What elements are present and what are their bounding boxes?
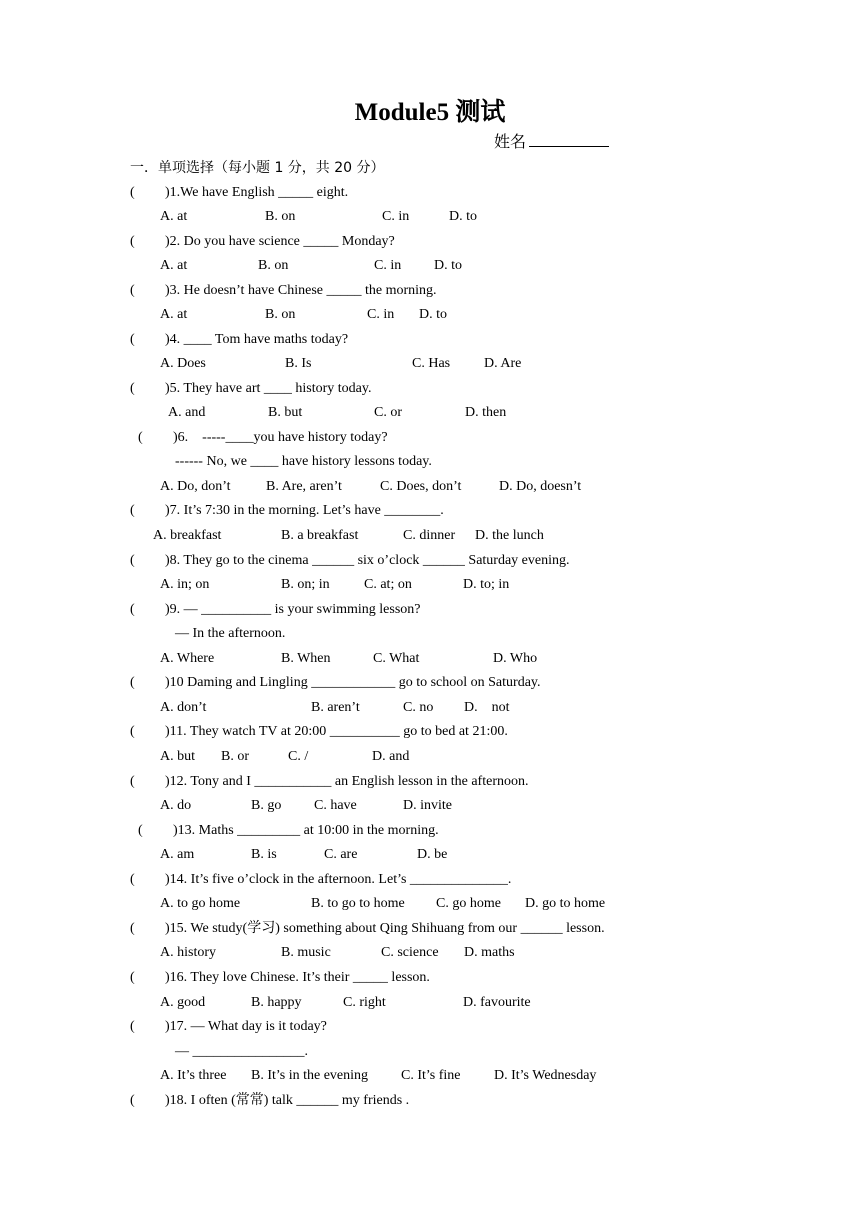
option-b[interactable]: B. a breakfast [281, 528, 359, 543]
option-b[interactable]: B. Are, aren’t [266, 479, 342, 494]
option-a[interactable]: A. Do, don’t [160, 479, 231, 494]
option-d[interactable]: D. the lunch [475, 528, 544, 543]
question-text: )11. They watch TV at 20:00 __________ go to bed at 21:00. [165, 724, 508, 739]
option-c[interactable]: C. What [373, 651, 420, 666]
option-a[interactable]: A. breakfast [153, 528, 222, 543]
option-d[interactable]: D. Do, doesn’t [499, 479, 582, 494]
option-b[interactable]: B. go [251, 798, 282, 813]
option-d[interactable]: D. then [465, 405, 507, 420]
name-label: 姓名 [494, 132, 527, 151]
name-field [494, 131, 609, 153]
option-d[interactable]: D. not [464, 700, 510, 715]
answer-paren[interactable]: ( [138, 823, 143, 838]
option-d[interactable]: D. maths [464, 945, 515, 960]
question-text: )8. They go to the cinema ______ six o’clock ______ Saturday evening. [165, 553, 570, 568]
option-b[interactable]: B. It’s in the evening [251, 1068, 369, 1083]
option-a[interactable]: A. but [160, 749, 195, 764]
question-response-line: — In the afternoon. [175, 626, 286, 641]
option-c[interactable]: C. right [343, 995, 386, 1010]
answer-paren[interactable]: ( [130, 185, 135, 200]
option-c[interactable]: C. dinner [403, 528, 456, 543]
question-text: )16. They love Chinese. It’s their _____ lesson. [165, 970, 430, 985]
option-c[interactable]: C. in [374, 258, 402, 273]
answer-paren[interactable]: ( [130, 503, 135, 518]
question-text: )13. Maths _________ at 10:00 in the morning. [173, 823, 439, 838]
option-c[interactable]: C. science [381, 945, 439, 960]
option-b[interactable]: B. on [258, 258, 289, 273]
name-blank[interactable] [529, 131, 609, 147]
option-a[interactable]: A. at [160, 258, 188, 273]
answer-paren[interactable]: ( [130, 234, 135, 249]
option-d[interactable]: D. It’s Wednesday [494, 1068, 597, 1083]
answer-paren[interactable]: ( [130, 1019, 135, 1034]
option-a[interactable]: A. do [160, 798, 192, 813]
option-a[interactable]: A. good [160, 995, 206, 1010]
option-d[interactable]: D. to; in [463, 577, 510, 592]
question-text: )14. It’s five o’clock in the afternoon. Let’s ______________. [165, 872, 512, 887]
option-a[interactable]: A. to go home [160, 896, 241, 911]
option-c[interactable]: C. no [403, 700, 434, 715]
question-text: )10 Daming and Lingling ____________ go to school on Saturday. [165, 675, 541, 690]
option-b[interactable]: B. to go to home [311, 896, 405, 911]
option-d[interactable]: D. to [434, 258, 462, 273]
option-a[interactable]: A. don’t [160, 700, 207, 715]
option-b[interactable]: B. music [281, 945, 331, 960]
question-text: )6. -----____you have history today? [173, 430, 388, 445]
question-text: )4. ____ Tom have maths today? [165, 332, 349, 347]
option-a[interactable]: A. history [160, 945, 216, 960]
option-c[interactable]: C. in [382, 209, 410, 224]
answer-paren[interactable]: ( [130, 872, 135, 887]
option-b[interactable]: B. on [265, 209, 296, 224]
option-d[interactable]: D. and [372, 749, 410, 764]
answer-paren[interactable]: ( [130, 724, 135, 739]
answer-paren[interactable]: ( [130, 774, 135, 789]
question-response-line: — ________________. [175, 1044, 308, 1059]
option-b[interactable]: B. happy [251, 995, 302, 1010]
option-a[interactable]: A. at [160, 209, 188, 224]
page-title: Module5 测试 [354, 99, 506, 126]
option-d[interactable]: D. be [417, 847, 448, 862]
question-text: )15. We study(学习) something about Qing Shihuang from our ______ lesson. [165, 921, 605, 936]
option-d[interactable]: D. to [449, 209, 477, 224]
option-d[interactable]: D. favourite [463, 995, 531, 1010]
answer-paren[interactable]: ( [130, 921, 135, 936]
option-a[interactable]: A. at [160, 307, 188, 322]
question-text: )17. — What day is it today? [165, 1019, 327, 1034]
option-a[interactable]: A. in; on [160, 577, 210, 592]
option-c[interactable]: C. It’s fine [401, 1068, 461, 1083]
answer-paren[interactable]: ( [130, 381, 135, 396]
answer-paren[interactable]: ( [138, 430, 143, 445]
option-b[interactable]: B. aren’t [311, 700, 360, 715]
option-c[interactable]: C. Has [412, 356, 451, 371]
option-c[interactable]: C. Does, don’t [380, 479, 462, 494]
option-b[interactable]: B. but [268, 405, 303, 420]
option-a[interactable]: A. Where [160, 651, 215, 666]
question-text: )12. Tony and I ___________ an English lesson in the afternoon. [165, 774, 529, 789]
option-c[interactable]: C. are [324, 847, 358, 862]
option-d[interactable]: D. Who [493, 651, 538, 666]
option-a[interactable]: A. am [160, 847, 195, 862]
option-a[interactable]: A. and [168, 405, 206, 420]
question-text: )3. He doesn’t have Chinese _____ the morning. [165, 283, 437, 298]
question-response-line: ------ No, we ____ have history lessons today. [175, 454, 432, 469]
option-b[interactable]: B. on; in [281, 577, 330, 592]
option-b[interactable]: B. When [281, 651, 331, 666]
question-text: )7. It’s 7:30 in the morning. Let’s have ________. [165, 503, 444, 518]
answer-paren[interactable]: ( [130, 332, 135, 347]
option-c[interactable]: C. in [367, 307, 395, 322]
option-c[interactable]: C. or [374, 405, 402, 420]
option-d[interactable]: D. invite [403, 798, 452, 813]
option-d[interactable]: D. Are [484, 356, 522, 371]
option-b[interactable]: B. Is [285, 356, 312, 371]
question-text: )9. — __________ is your swimming lesson? [165, 602, 421, 617]
answer-paren[interactable]: ( [130, 553, 135, 568]
answer-paren[interactable]: ( [130, 1093, 135, 1108]
option-b[interactable]: B. on [265, 307, 296, 322]
option-b[interactable]: B. or [221, 749, 249, 764]
answer-paren[interactable]: ( [130, 675, 135, 690]
option-c[interactable]: C. / [288, 749, 309, 764]
section-heading: 一．单项选择（每小题 1 分，共 20 分） [130, 160, 385, 176]
question-text: )2. Do you have science _____ Monday? [165, 234, 395, 249]
option-d[interactable]: D. go to home [525, 896, 606, 911]
option-a[interactable]: A. It’s three [160, 1068, 227, 1083]
question-text: )1.We have English _____ eight. [165, 185, 349, 200]
option-c[interactable]: C. have [314, 798, 357, 813]
option-d[interactable]: D. to [419, 307, 447, 322]
option-c[interactable]: C. at; on [364, 577, 412, 592]
answer-paren[interactable]: ( [130, 283, 135, 298]
answer-paren[interactable]: ( [130, 970, 135, 985]
option-a[interactable]: A. Does [160, 356, 206, 371]
question-text: )5. They have art ____ history today. [165, 381, 372, 396]
answer-paren[interactable]: ( [130, 602, 135, 617]
question-text: )18. I often (常常) talk ______ my friends . [165, 1093, 410, 1108]
option-b[interactable]: B. is [251, 847, 277, 862]
option-c[interactable]: C. go home [436, 896, 501, 911]
